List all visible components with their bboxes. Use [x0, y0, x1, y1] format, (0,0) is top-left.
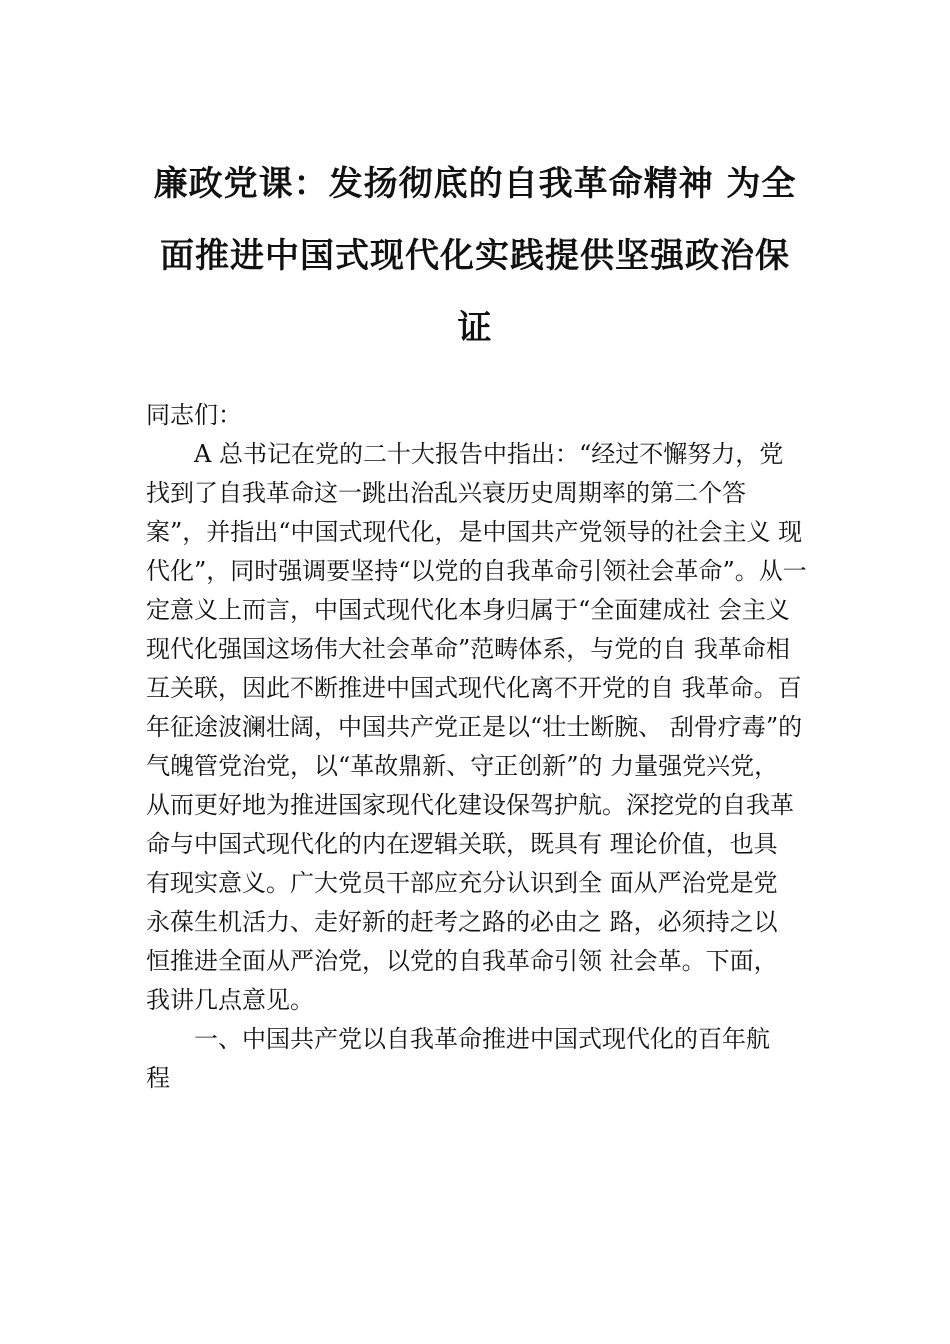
- document-body: [146, 396, 836, 1098]
- paragraph-line: 从而更好地为推进国家现代化建设保驾护航。深挖党的自我革: [146, 791, 794, 819]
- document-title: [130, 148, 820, 364]
- paragraph-line: A 总书记在党的二十大报告中指出：“经过不懈努力，党: [194, 440, 784, 468]
- heading-line: 程: [146, 1064, 170, 1092]
- paragraph-line: 我讲几点意见。: [146, 986, 314, 1014]
- paragraph-line: 气魄管党治党，以“革故鼎新、守正创新”的 力量强党兴党，: [146, 752, 779, 780]
- salutation: 同志们：: [146, 401, 242, 429]
- paragraph-line: 恒推进全面从严治党，以党的自我革命引领 社会革。下面，: [146, 947, 778, 975]
- paragraph-intro: [146, 435, 836, 1020]
- paragraph-line: 年征途波澜壮阔，中国共产党正是以“壮士断腕、 刮骨疗毒”的: [146, 713, 803, 741]
- title-line: 证: [457, 308, 493, 348]
- paragraph-line: 有现实意义。广大党员干部应充分认识到全 面从严治党是党: [146, 869, 778, 897]
- heading-line: 一、中国共产党以自我革命推进中国式现代化的百年航: [194, 1025, 770, 1053]
- paragraph-line: 定意义上而言，中国式现代化本身归属于“全面建成社 会主义: [146, 596, 790, 624]
- paragraph-line: 永葆生机活力、走好新的赶考之路的必由之 路，必须持之以: [146, 908, 778, 936]
- paragraph-line: 代化”，同时强调要坚持“以党的自我革命引领社会革命”。从一: [146, 557, 807, 585]
- section-heading-1: [146, 1020, 836, 1098]
- paragraph-line: 现代化强国这场伟大社会革命”范畴体系，与党的自 我革命相: [146, 635, 790, 663]
- paragraph-line: 命与中国式现代化的内在逻辑关联，既具有 理论价值，也具: [146, 830, 778, 858]
- paragraph-line: 互关联，因此不断推进中国式现代化离不开党的自 我革命。百: [146, 674, 802, 702]
- title-line: 廉政党课：发扬彻底的自我革命精神 为全: [153, 164, 797, 204]
- paragraph-line: 案”，并指出“中国式现代化，是中国共产党领导的社会主义 现: [146, 518, 803, 546]
- paragraph-line: 找到了自我革命这一跳出治乱兴衰历史周期率的第二个答: [146, 479, 746, 507]
- title-line: 面推进中国式现代化实践提供坚强政治保: [160, 236, 790, 276]
